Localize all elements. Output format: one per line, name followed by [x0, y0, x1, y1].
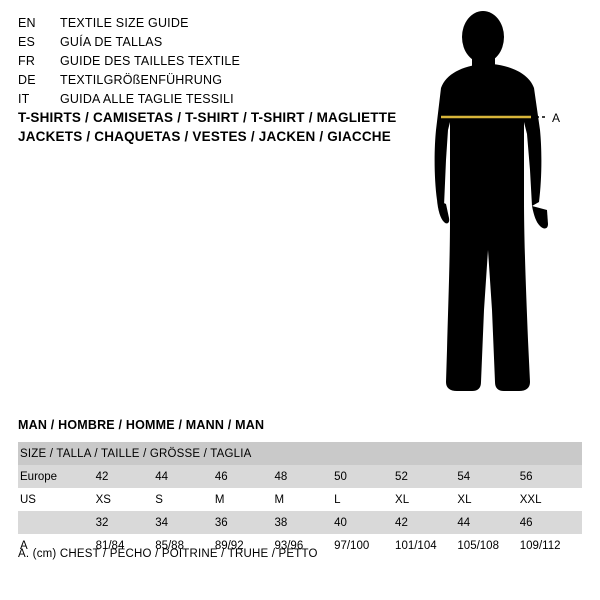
table-cell: 52 [395, 465, 457, 488]
table-header-label: SIZE / TALLA / TAILLE / GRÖSSE / TAGLIA [18, 442, 582, 465]
language-code: EN [18, 16, 36, 30]
language-row [18, 14, 398, 32]
row-label [18, 511, 96, 534]
row-label: A [18, 534, 96, 557]
language-code: ES [18, 35, 36, 49]
table-cell: 44 [457, 511, 519, 534]
table-cell: M [215, 488, 275, 511]
language-text: GUIDE DES TAILLES TEXTILE [60, 54, 241, 68]
language-code: FR [18, 54, 36, 68]
language-text: GUIDA ALLE TAGLIE TESSILI [60, 92, 234, 106]
table-cell: M [274, 488, 334, 511]
language-text: TEXTILGRÖßENFÜHRUNG [60, 73, 223, 87]
table-cell: 89/92 [215, 534, 275, 557]
table-cell: 93/96 [274, 534, 334, 557]
table-cell: 36 [215, 511, 275, 534]
language-row [18, 52, 398, 70]
table-row [18, 511, 582, 534]
table-cell: 56 [520, 465, 582, 488]
table-cell: 44 [155, 465, 215, 488]
language-code: DE [18, 73, 36, 87]
table-cell: XL [457, 488, 519, 511]
table-cell: 42 [395, 511, 457, 534]
table-title: MAN / HOMBRE / HOMME / MANN / MAN [18, 418, 265, 432]
language-text: GUÍA DE TALLAS [60, 35, 163, 49]
table-cell: 97/100 [334, 534, 395, 557]
table-row [18, 488, 582, 511]
table-cell: 34 [155, 511, 215, 534]
table-cell: 81/84 [96, 534, 156, 557]
language-list [18, 14, 398, 109]
table-cell: XS [96, 488, 156, 511]
male-silhouette-figure [400, 10, 600, 410]
table-cell: 54 [457, 465, 519, 488]
table-cell: 105/108 [457, 534, 519, 557]
language-text: TEXTILE SIZE GUIDE [60, 16, 189, 30]
language-row [18, 90, 398, 108]
table-cell: 46 [215, 465, 275, 488]
table-cell: 42 [96, 465, 156, 488]
chest-marker-label: A [552, 111, 561, 125]
table-cell: XL [395, 488, 457, 511]
language-row [18, 71, 398, 89]
row-label: US [18, 488, 96, 511]
language-row [18, 33, 398, 51]
table-cell: XXL [520, 488, 582, 511]
table-cell: 50 [334, 465, 395, 488]
language-code: IT [18, 92, 30, 106]
table-cell: 109/112 [520, 534, 582, 557]
category-tshirts: T-SHIRTS / CAMISETAS / T-SHIRT / T-SHIRT / MAGLIETTE [18, 110, 397, 125]
size-table [18, 442, 582, 557]
category-jackets: JACKETS / CHAQUETAS / VESTES / JACKEN / GIACCHE [18, 129, 391, 144]
table-cell: 38 [274, 511, 334, 534]
footnote: A. (cm) CHEST / PECHO / POITRINE / TRUHE / PETTO [18, 548, 318, 560]
table-header-row [18, 442, 582, 465]
table-cell: 101/104 [395, 534, 457, 557]
category-list [18, 108, 438, 146]
table-cell: L [334, 488, 395, 511]
row-label: Europe [18, 465, 96, 488]
table-cell: 85/88 [155, 534, 215, 557]
table-cell: 40 [334, 511, 395, 534]
table-cell: 48 [274, 465, 334, 488]
silhouette-svg [400, 10, 600, 410]
table-cell: 32 [96, 511, 156, 534]
table-cell: 46 [520, 511, 582, 534]
table-cell: S [155, 488, 215, 511]
table-row [18, 465, 582, 488]
